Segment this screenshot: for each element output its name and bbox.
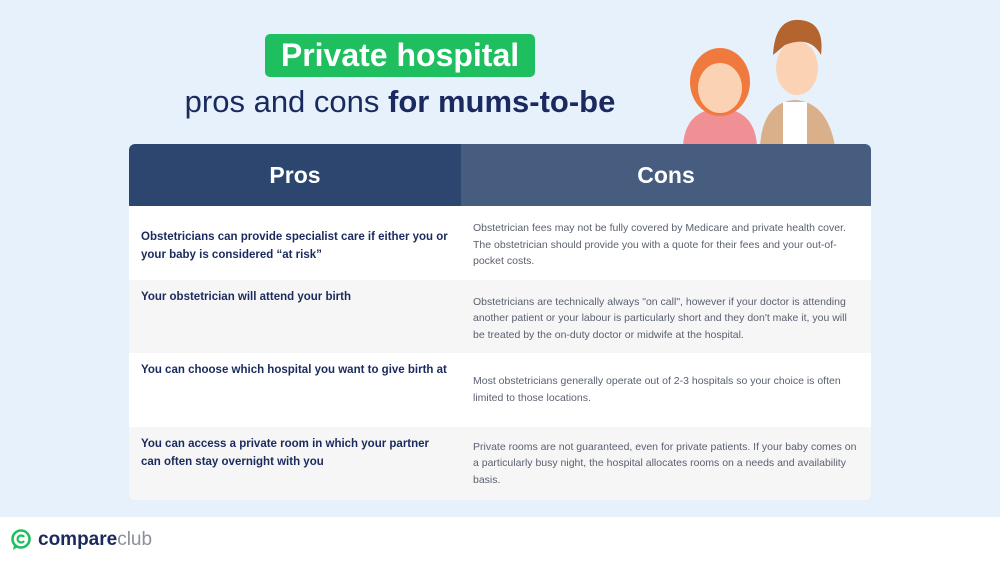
con-cell: Most obstetricians generally operate out of 2-3 hospitals so your choice is often limited to those locations.	[473, 375, 841, 404]
pro-cell: Obstetricians can provide specialist care if either you or your baby is considered “at risk”	[141, 231, 448, 261]
title-highlight: Private hospital	[265, 34, 535, 77]
pro-cell: You can access a private room in which your partner can often stay overnight with you	[141, 437, 430, 468]
table-row	[129, 206, 871, 280]
pro-cell: You can choose which hospital you want to give birth at	[141, 364, 447, 376]
table-row	[129, 280, 871, 354]
pro-cell: Your obstetrician will attend your birth	[141, 290, 351, 303]
subtitle	[160, 84, 640, 120]
pros-header: Pros	[129, 144, 461, 206]
cons-header: Cons	[461, 144, 871, 206]
footer	[0, 517, 1000, 563]
title-highlight-wrap	[160, 34, 640, 77]
table-row	[129, 353, 871, 427]
couple-illustration	[675, 10, 855, 146]
table-row	[129, 427, 871, 501]
subtitle-regular: pros and cons	[184, 84, 389, 119]
con-cell: Obstetrician fees may not be fully covered by Medicare and private health cover. The obstetrician should provide you with a quote for their fees and your out-of-pocket costs.	[473, 222, 846, 267]
con-cell: Obstetricians are technically always "on call", however if your doctor is attending another patient or your labour is particularly short and they don't make it, you will be treated by the on-duty doctor or midwife at the hospital.	[473, 295, 847, 341]
compareclub-logo-icon	[10, 529, 32, 551]
logo-text-compare: compare	[38, 529, 118, 550]
pros-cons-table	[129, 144, 871, 500]
compareclub-logo	[38, 529, 152, 551]
con-cell: Private rooms are not guaranteed, even for private patients. If your baby comes on a particularly busy night, the hospital allocates rooms on a needs and availability basis.	[473, 440, 857, 486]
logo-text-club: club	[117, 529, 153, 550]
subtitle-bold: for mums-to-be	[388, 84, 616, 119]
